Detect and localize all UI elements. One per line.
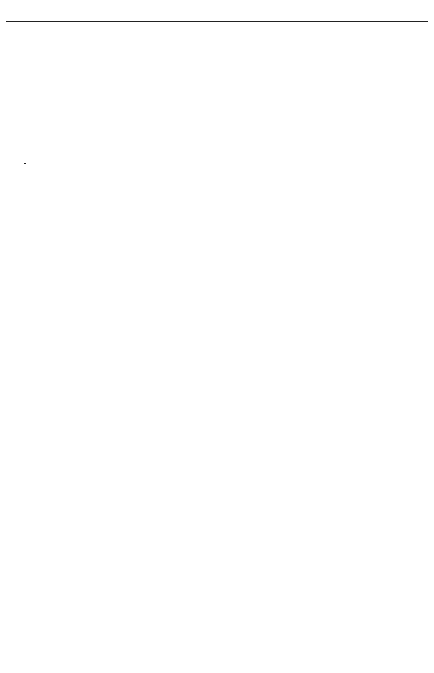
answer-731 (6, 157, 426, 170)
header-rule (6, 21, 428, 22)
answer-number (6, 314, 24, 326)
fraction (24, 163, 26, 164)
fraction-numerator (24, 163, 26, 164)
answer-number (6, 157, 24, 169)
answer-732 (6, 314, 426, 327)
running-header (6, 5, 428, 21)
